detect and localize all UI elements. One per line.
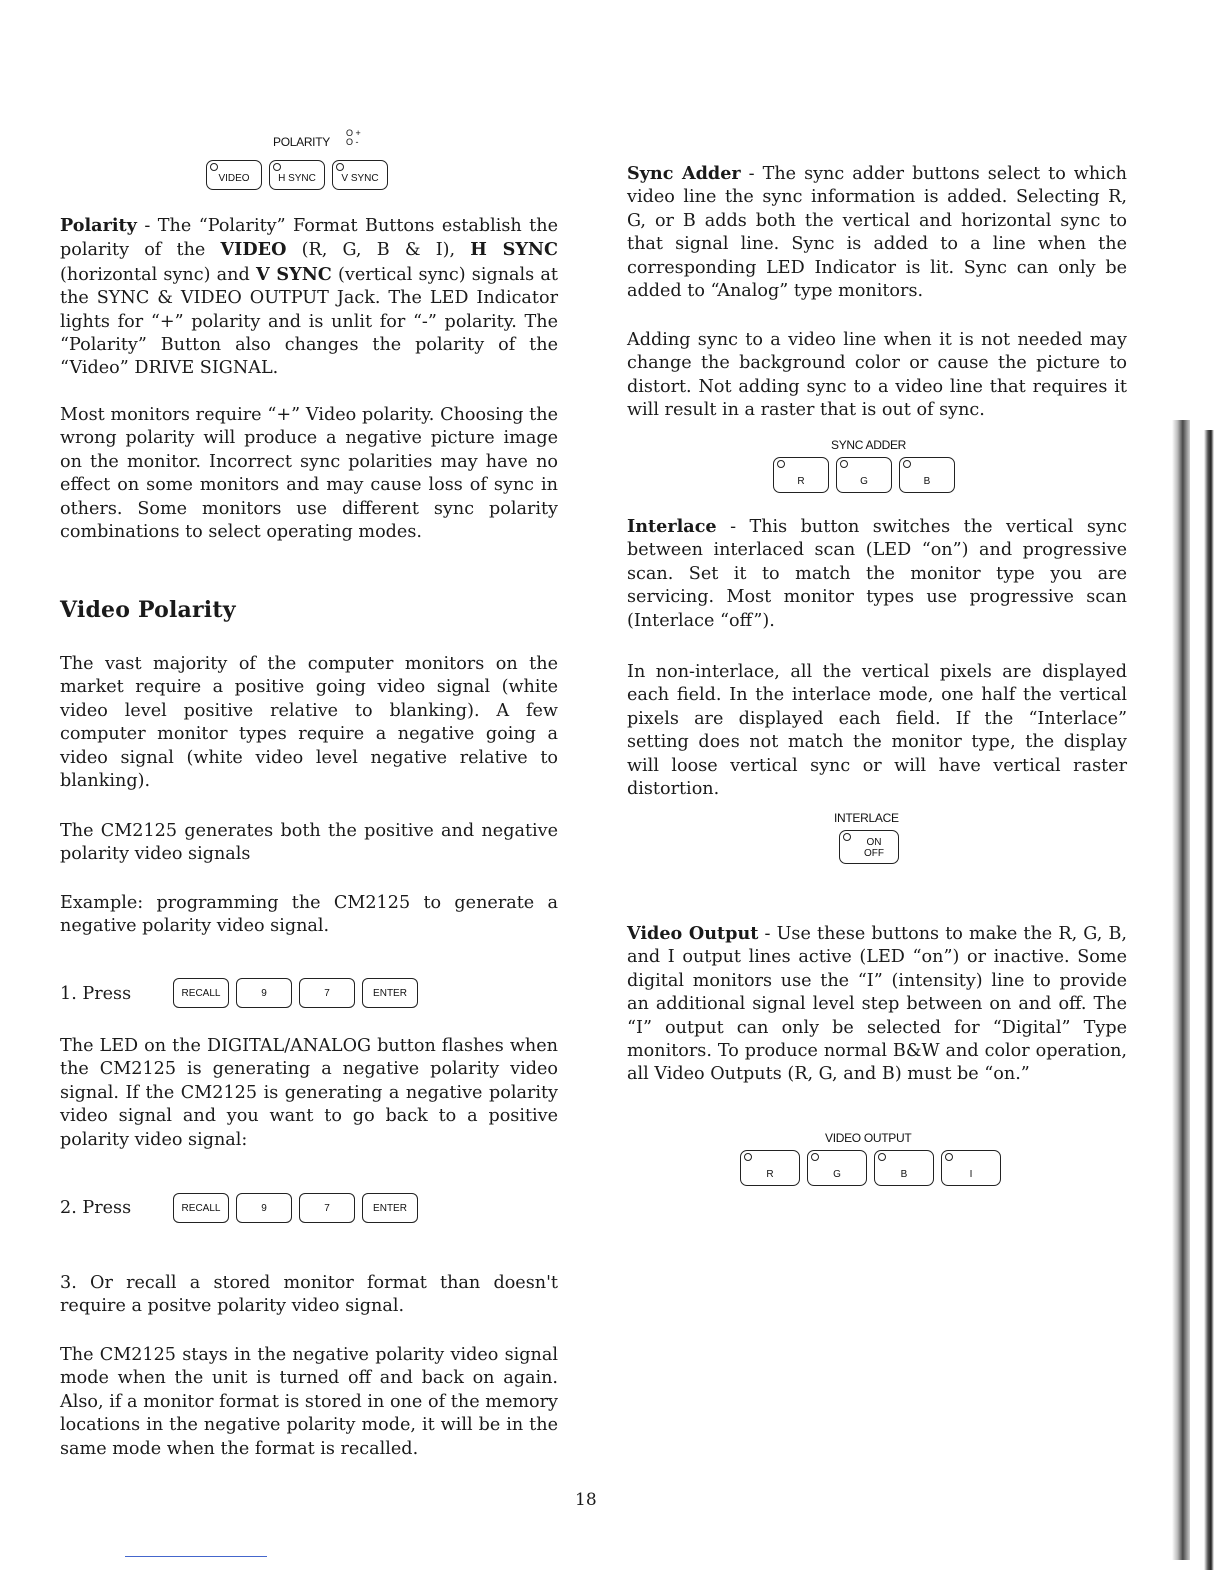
vsync-polarity-button[interactable]: V SYNC	[332, 160, 388, 190]
video-polarity-button[interactable]: VIDEO	[206, 160, 262, 190]
video-output-paragraph: Video Output - Use these buttons to make the R, G, B, and I output lines active (LED “on”) or inactive. Some digital monitors use the “I” (intensity) line to provide an additional signal level step between on and off. The “I” output can only be selected for “Digital” Type monitors. To produce normal B&W and color operation, all Video Outputs (R, G, and B) must be “on.”	[627, 923, 1127, 1085]
scan-edge-shadow	[1172, 420, 1190, 1560]
video-output-button-row	[740, 1150, 1001, 1186]
step2-key-row	[173, 1193, 418, 1223]
step3-paragraph: 3. Or recall a stored monitor format than doesn't require a positve polarity video signal.	[60, 1273, 558, 1317]
sync-adder-g-button[interactable]: G	[836, 457, 892, 493]
interlace-paragraph: Interlace - This button switches the vertical sync between interlaced scan (LED “on”) and progressive scan. Set it to match the monitor type you are servicing. Most monitor types use progressive scan (Interlace “off”).	[627, 516, 1127, 631]
example-paragraph: Example: programming the CM2125 to generate a negative polarity video signal.	[60, 893, 558, 937]
generates-paragraph: The CM2125 generates both the positive and negative polarity video signals	[60, 821, 558, 865]
step1-key-row	[173, 978, 418, 1008]
video-output-r-button[interactable]: R	[740, 1150, 800, 1186]
sync-adder-paragraph: Sync Adder - The sync adder buttons select to which video line the sync information is added. Selecting R, G, or B adds both the vertical and horizontal sync to that signal line. Sync is added to a line when the corresponding LED Indicator is lit. Sync can only be added to “Analog” type monitors.	[627, 163, 1128, 302]
video-output-term: Video Output	[627, 923, 759, 944]
scan-artifact-line	[125, 1556, 267, 1557]
recall-key[interactable]: RECALL	[173, 978, 229, 1008]
step2-label: 2. Press	[60, 1198, 132, 1218]
polarity-term: Polarity	[60, 215, 137, 236]
key-7[interactable]: 7	[299, 978, 355, 1008]
polarity-legend-minus: O -	[346, 137, 359, 147]
stays-negative-paragraph: The CM2125 stays in the negative polarity video signal mode when the unit is turned off and back on again. Also, if a monitor format is stored in one of the memory locations in the negative polarity mode, it will be in the same mode when the format is recalled.	[60, 1345, 558, 1459]
step1-label: 1. Press	[60, 984, 132, 1004]
interlace-on-label: ON	[866, 837, 882, 848]
sync-adder-b-button[interactable]: B	[899, 457, 955, 493]
led-icon	[811, 1153, 819, 1161]
led-icon	[744, 1153, 752, 1161]
polarity-panel-label: POLARITY	[273, 135, 330, 149]
key-9[interactable]: 9	[236, 1193, 292, 1223]
interlace-button-row	[839, 830, 899, 864]
sync-adder-panel-label: SYNC ADDER	[831, 438, 907, 452]
led-icon	[903, 460, 911, 468]
led-icon	[843, 833, 851, 841]
led-icon	[878, 1153, 886, 1161]
key-9[interactable]: 9	[236, 978, 292, 1008]
polarity-paragraph: Polarity - The “Polarity” Format Buttons establish the polarity of the VIDEO (R, G, B & I), H SYNC (horizontal sync) and V SYNC (vertical sync) signals at the SYNC & VIDEO OUTPUT Jack. The LED Indicator lights for “+” polarity and is unlit for “-” polarity. The “Polarity” Button also changes the polarity of the “Video” DRIVE SIGNAL.	[60, 215, 558, 379]
page-number: 18	[575, 1490, 597, 1510]
video-output-panel-label: VIDEO OUTPUT	[825, 1131, 912, 1145]
noninterlace-paragraph: In non-interlace, all the vertical pixels are displayed each field. In the interlace mode, one half the vertical pixels are displayed each field. If the “Interlace” setting does not match the monitor type, the display will loose vertical sync or will have vertical raster distortion.	[627, 662, 1127, 800]
led-icon	[273, 163, 281, 171]
polarity-legend-plus: O +	[346, 128, 361, 138]
interlace-term: Interlace	[627, 516, 717, 537]
adding-sync-paragraph: Adding sync to a video line when it is not needed may change the background color or cause the picture to distort. Not adding sync to a video line that requires it will result in a raster that is out of sync.	[627, 330, 1127, 421]
enter-key[interactable]: ENTER	[362, 1193, 418, 1223]
video-output-i-button[interactable]: I	[941, 1150, 1001, 1186]
led-icon	[840, 460, 848, 468]
scan-edge-shadow-outer	[1204, 430, 1214, 1570]
interlace-button[interactable]	[839, 830, 899, 864]
led-icon	[210, 163, 218, 171]
led-icon	[336, 163, 344, 171]
polarity-legend	[346, 129, 361, 147]
led-icon	[945, 1153, 953, 1161]
hsync-polarity-button[interactable]: H SYNC	[269, 160, 325, 190]
vast-majority-paragraph: The vast majority of the computer monitors on the market require a positive going video signal (white video level positive relative to blanking). A few computer monitor types require a negative going a video signal (white video level negative relative to blanking).	[60, 654, 558, 792]
polarity-button-row	[206, 160, 388, 190]
led-flashes-paragraph: The LED on the DIGITAL/ANALOG button flashes when the CM2125 is generating a negative polarity video signal. If the CM2125 is generating a negative polarity video signal and you want to go back to a positive polarity video signal:	[60, 1036, 558, 1150]
video-output-b-button[interactable]: B	[874, 1150, 934, 1186]
video-output-g-button[interactable]: G	[807, 1150, 867, 1186]
key-7[interactable]: 7	[299, 1193, 355, 1223]
interlace-panel-label: INTERLACE	[834, 811, 899, 825]
video-polarity-heading: Video Polarity	[60, 597, 236, 623]
interlace-off-label: OFF	[864, 848, 884, 859]
sync-adder-button-row	[773, 457, 955, 493]
led-icon	[777, 460, 785, 468]
recall-key[interactable]: RECALL	[173, 1193, 229, 1223]
enter-key[interactable]: ENTER	[362, 978, 418, 1008]
sync-adder-term: Sync Adder	[627, 163, 741, 184]
monitors-paragraph: Most monitors require “+” Video polarity. Choosing the wrong polarity will produce a negative picture image on the monitor. Incorrect sync polarities may have no effect on some monitors and may cause loss of sync in others. Some monitors use different sync polarity combinations to select operating modes.	[60, 405, 558, 543]
sync-adder-r-button[interactable]: R	[773, 457, 829, 493]
